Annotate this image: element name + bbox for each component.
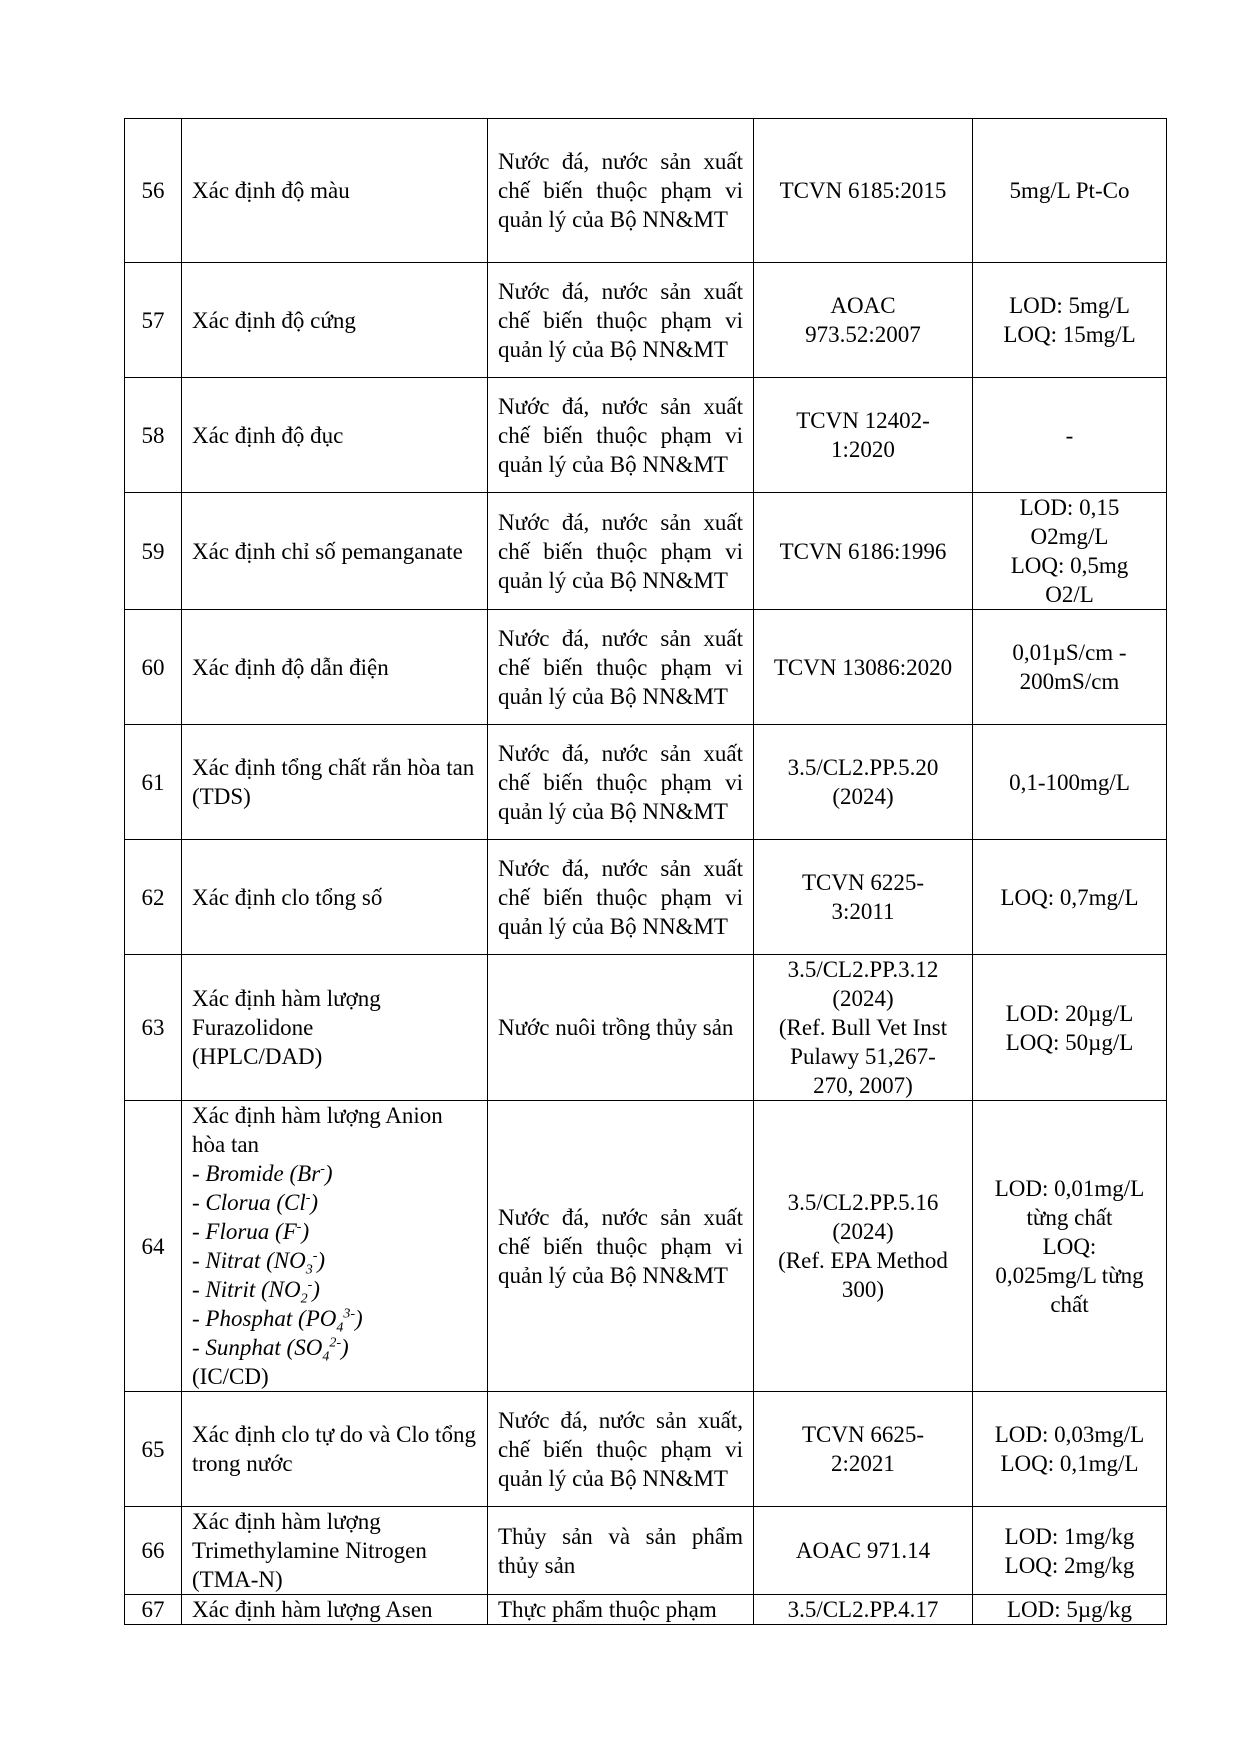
- row-number: 64: [125, 1101, 182, 1392]
- detection-limit: [973, 493, 1167, 610]
- method-line: 2:2021: [831, 1451, 895, 1476]
- table-row: [125, 378, 1167, 493]
- limit-line: từng chất: [1026, 1204, 1113, 1230]
- test-method: [754, 955, 973, 1101]
- method-line: (2024): [832, 1219, 894, 1244]
- sample-type: Thủy sản và sản phẩm thủy sản: [488, 1507, 754, 1595]
- sample-type: Nước đá, nước sản xuất chế biến thuộc phạm vi quản lý của Bộ NN&MT: [488, 1101, 754, 1392]
- test-method: [754, 725, 973, 840]
- limit-line: LOQ:: [1042, 1233, 1097, 1259]
- test-name: Xác định độ cứng: [182, 263, 488, 378]
- sample-type: Nước đá, nước sản xuất, chế biến thuộc phạm vi quản lý của Bộ NN&MT: [488, 1392, 754, 1507]
- limit-line: O2/L: [1045, 582, 1094, 607]
- limit-line: LOD: 1mg/kg: [1004, 1523, 1135, 1549]
- limit-line: 0,025mg/L từng: [995, 1262, 1144, 1288]
- row-number: 62: [125, 840, 182, 955]
- row-number: 57: [125, 263, 182, 378]
- test-line: (TMA-N): [192, 1567, 283, 1592]
- anion-item: - Bromide (Br-): [192, 1161, 333, 1186]
- detection-limit: [973, 1392, 1167, 1507]
- limit-line: chất: [1050, 1291, 1089, 1317]
- test-method: TCVN 6185:2015: [754, 119, 973, 263]
- sample-type: Nước đá, nước sản xuất chế biến thuộc phạm vi quản lý của Bộ NN&MT: [488, 119, 754, 263]
- row-number: 60: [125, 610, 182, 725]
- sample-type: Nước đá, nước sản xuất chế biến thuộc phạm vi quản lý của Bộ NN&MT: [488, 378, 754, 493]
- test-method: [754, 1392, 973, 1507]
- row-number: 56: [125, 119, 182, 263]
- anion-item: - Florua (F-): [192, 1219, 310, 1244]
- sample-type: Nước đá, nước sản xuất chế biến thuộc phạm vi quản lý của Bộ NN&MT: [488, 263, 754, 378]
- limit-line: 0,01µS/cm -: [1012, 640, 1127, 665]
- limit-line: LOD: 0,03mg/L: [994, 1422, 1145, 1447]
- test-method: [754, 840, 973, 955]
- anion-item: - Nitrat $(NO_3^-)$: [192, 1248, 326, 1278]
- test-line: Xác định hàm lượng: [192, 986, 381, 1011]
- limit-line: LOQ: 0,5mg: [1010, 553, 1129, 578]
- detection-limit: [973, 955, 1167, 1101]
- limit-line: LOQ: 0,1mg/L: [1000, 1451, 1139, 1476]
- test-name: Xác định độ dẫn điện: [182, 610, 488, 725]
- detection-limit: [973, 263, 1167, 378]
- test-outro: (IC/CD): [192, 1364, 269, 1389]
- table-row: [125, 610, 1167, 725]
- test-name: Xác định độ đục: [182, 378, 488, 493]
- test-name: Xác định clo tự do và Clo tổng trong nước: [182, 1392, 488, 1507]
- detection-limit: 0,1-100mg/L: [973, 725, 1167, 840]
- method-line: 300): [841, 1277, 885, 1302]
- row-number: 67: [125, 1595, 182, 1625]
- test-name: Xác định clo tổng số: [182, 840, 488, 955]
- sample-type: Thực phẩm thuộc phạm: [488, 1595, 754, 1625]
- row-number: 66: [125, 1507, 182, 1595]
- table-row: [125, 725, 1167, 840]
- row-number: 63: [125, 955, 182, 1101]
- limit-line: LOQ: 2mg/kg: [1004, 1552, 1135, 1578]
- test-name: Xác định hàm lượng Asen: [182, 1595, 488, 1625]
- row-number: 58: [125, 378, 182, 493]
- sample-type: Nước đá, nước sản xuất chế biến thuộc phạm vi quản lý của Bộ NN&MT: [488, 725, 754, 840]
- test-name: [182, 1507, 488, 1595]
- limit-line: LOD: 0,01mg/L: [994, 1175, 1145, 1201]
- limit-line: LOD: 20µg/L: [1005, 1000, 1134, 1026]
- sample-type: Nước đá, nước sản xuất chế biến thuộc phạm vi quản lý của Bộ NN&MT: [488, 840, 754, 955]
- method-line: TCVN 6625-: [801, 1422, 925, 1447]
- test-name: [182, 1101, 488, 1392]
- method-line: 3.5/CL2.PP.3.12: [787, 957, 939, 982]
- method-line: (Ref. EPA Method: [778, 1248, 948, 1273]
- row-number: 65: [125, 1392, 182, 1507]
- method-line: TCVN 12402-: [796, 408, 930, 433]
- test-line: Furazolidone: [192, 1015, 314, 1040]
- test-name: [182, 955, 488, 1101]
- test-method: [754, 1101, 973, 1392]
- detection-limit: [973, 1101, 1167, 1392]
- method-line: Pulawy 51,267-: [790, 1044, 936, 1069]
- method-line: TCVN 6225-: [801, 870, 925, 895]
- method-line: 3.5/CL2.PP.5.20: [787, 755, 939, 780]
- method-line: (Ref. Bull Vet Inst: [778, 1015, 948, 1040]
- table-row: [125, 1101, 1167, 1392]
- limit-line: LOQ: 50µg/L: [1005, 1029, 1134, 1055]
- test-method: 3.5/CL2.PP.4.17: [754, 1595, 973, 1625]
- table-row: [125, 1392, 1167, 1507]
- method-line: 3:2011: [831, 899, 895, 924]
- method-line: AOAC: [830, 293, 896, 318]
- method-line: 270, 2007): [813, 1073, 913, 1098]
- anion-item: - Clorua (Cl-): [192, 1190, 319, 1215]
- limit-line: LOD: 5mg/L: [1009, 293, 1130, 318]
- detection-limit: -: [973, 378, 1167, 493]
- test-method: TCVN 13086:2020: [754, 610, 973, 725]
- table-row: [125, 493, 1167, 610]
- test-name: Xác định tổng chất rắn hòa tan (TDS): [182, 725, 488, 840]
- detection-limit: [973, 610, 1167, 725]
- test-name: Xác định độ màu: [182, 119, 488, 263]
- limit-line: LOQ: 15mg/L: [1003, 322, 1136, 347]
- table-row: [125, 840, 1167, 955]
- detection-limit: LOD: 5µg/kg: [973, 1595, 1167, 1625]
- test-line: (HPLC/DAD): [192, 1044, 323, 1069]
- test-methods-table: [124, 118, 1167, 1625]
- row-number: 61: [125, 725, 182, 840]
- limit-line: O2mg/L: [1030, 524, 1109, 549]
- test-method: [754, 263, 973, 378]
- table-row: [125, 955, 1167, 1101]
- anion-item: - Sunphat $(SO_4^{2-})$: [192, 1335, 349, 1365]
- table-row: [125, 1507, 1167, 1595]
- detection-limit: 5mg/L Pt-Co: [973, 119, 1167, 263]
- limit-line: LOD: 0,15: [1019, 495, 1120, 520]
- test-method: AOAC 971.14: [754, 1507, 973, 1595]
- method-line: (2024): [832, 986, 894, 1011]
- detection-limit: LOQ: 0,7mg/L: [973, 840, 1167, 955]
- sample-type: Nước nuôi trồng thủy sản: [488, 955, 754, 1101]
- method-line: 1:2020: [831, 437, 895, 462]
- sample-type: Nước đá, nước sản xuất chế biến thuộc phạm vi quản lý của Bộ NN&MT: [488, 493, 754, 610]
- detection-limit: [973, 1507, 1167, 1595]
- method-line: 3.5/CL2.PP.5.16: [787, 1190, 939, 1215]
- test-line: Xác định hàm lượng: [192, 1509, 381, 1534]
- anion-item: - Phosphat $(PO_4^{3-})$: [192, 1306, 363, 1336]
- limit-line: 200mS/cm: [1019, 669, 1120, 694]
- test-name: Xác định chỉ số pemanganate: [182, 493, 488, 610]
- sample-type: Nước đá, nước sản xuất chế biến thuộc phạm vi quản lý của Bộ NN&MT: [488, 610, 754, 725]
- table-row: [125, 119, 1167, 263]
- method-line: (2024): [832, 784, 894, 809]
- test-method: [754, 378, 973, 493]
- table-row: [125, 263, 1167, 378]
- method-line: 973.52:2007: [805, 322, 921, 347]
- table-row: [125, 1595, 1167, 1625]
- anion-item: - Nitrit $(NO_2^-)$: [192, 1277, 320, 1307]
- test-line: Trimethylamine Nitrogen: [192, 1538, 427, 1563]
- test-intro: Xác định hàm lượng Anion hòa tan: [192, 1103, 443, 1157]
- row-number: 59: [125, 493, 182, 610]
- table-body: [125, 119, 1167, 1625]
- test-method: TCVN 6186:1996: [754, 493, 973, 610]
